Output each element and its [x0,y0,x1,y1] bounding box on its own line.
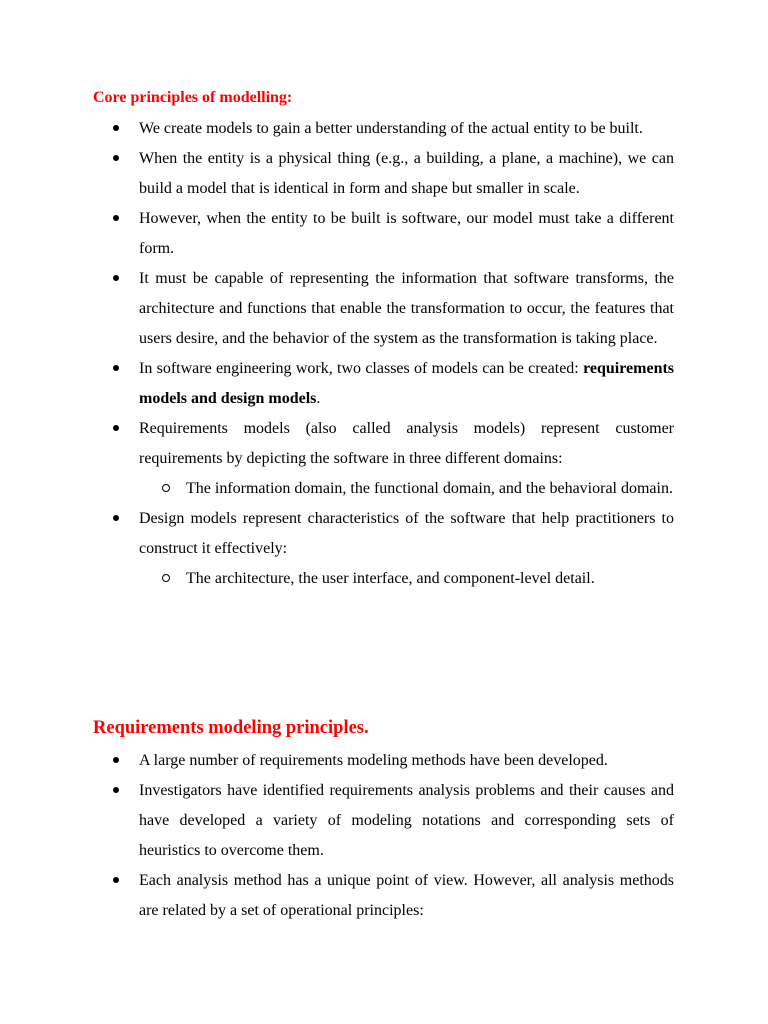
sub-list-item-text: The information domain, the functional domain, and the behavioral domain. [186,480,673,497]
bullet-icon [113,425,119,431]
bullet-icon [113,125,119,131]
section-heading-requirements-modeling: Requirements modeling principles. [93,718,369,738]
list-item [0,414,768,504]
list-item-text: However, when the entity to be built is software, our model must take a different form. [139,210,674,257]
bullet-icon [113,365,119,371]
list-item [0,204,768,264]
list-item [0,776,768,866]
list-item-text: A large number of requirements modeling methods have been developed. [139,752,608,769]
list-item-text: When the entity is a physical thing (e.g., a building, a plane, a machine), we can build a model that is identical in form and shape but smaller in scale. [139,150,674,197]
list-item-text: Each analysis method has a unique point of view. However, all analysis methods are related by a set of operational principles: [139,872,674,919]
bullet-icon [113,757,119,763]
hollow-bullet-icon [162,574,170,582]
list-item [0,144,768,204]
list-item [0,746,768,776]
sub-list-item-text: The architecture, the user interface, and component-level detail. [186,570,595,587]
list-item [0,354,768,414]
bullet-icon [113,275,119,281]
list-item [0,264,768,354]
list-item-text: Design models represent characteristics of the software that help practitioners to construct it effectively: [139,510,674,557]
list-item-text: We create models to gain a better understanding of the actual entity to be built. [139,120,643,137]
list-item [0,114,768,144]
list-item-text: In software engineering work, two classes of models can be created: [139,360,579,377]
core-principles-list [0,114,768,594]
bullet-icon [113,787,119,793]
list-item-text: Requirements models (also called analysis models) represent customer requirements by depicting the software in three different domains: [139,420,674,467]
bullet-icon [113,877,119,883]
list-item-text: It must be capable of representing the information that software transforms, the architecture and functions that enable the transformation to occur, the features that users desire, and the behavior of the system as the transformation is taking place. [139,270,674,347]
bullet-icon [113,155,119,161]
sub-list-item [139,564,674,594]
sub-list-item [139,474,674,504]
list-item-bold-text: requirements models and design models [139,360,675,407]
hollow-bullet-icon [162,484,170,492]
requirements-principles-list [0,746,768,926]
section-heading-core-principles: Core principles of modelling: [93,89,293,106]
sub-list [139,564,674,594]
list-item-trailing-punctuation: . [316,390,321,407]
list-item-text: Investigators have identified requirements analysis problems and their causes and have developed a variety of modeling notations and corresponding sets of heuristics to overcome them. [139,782,674,859]
list-item [0,866,768,926]
bullet-icon [113,515,119,521]
sub-list [139,474,674,504]
bullet-icon [113,215,119,221]
list-item [0,504,768,594]
